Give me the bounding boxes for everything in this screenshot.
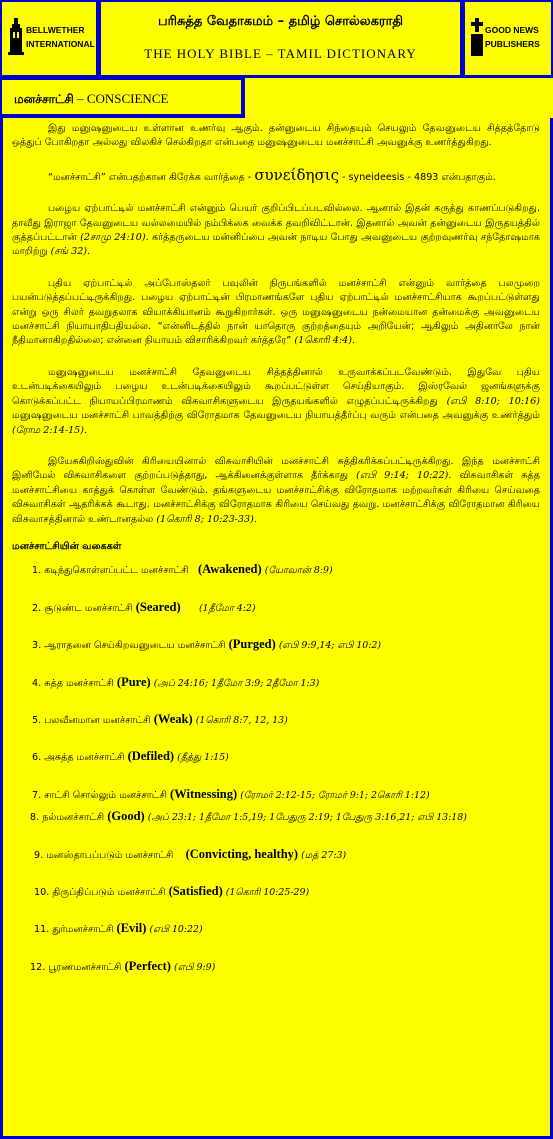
list-item	[12, 884, 540, 900]
clean-ref-2: (1கொரி 8; 10:23-33).	[156, 513, 257, 525]
bellwether-logo	[2, 2, 96, 75]
item-ref: (தீத்து 1:15)	[177, 752, 229, 764]
left-logo-line1: BELLWETHER	[26, 25, 85, 35]
topic-box	[0, 78, 245, 118]
item-ref: (மத் 27:3)	[301, 849, 347, 861]
item-english: (Evil)	[116, 921, 147, 936]
item-tamil: துர்மனச்சாட்சி	[52, 924, 114, 936]
will-ref-2: (ரோம 2:14-15).	[12, 424, 88, 436]
right-logo-line2: PUBLISHERS	[485, 39, 540, 49]
item-english: (Perfect)	[124, 958, 171, 973]
greek-prefix: “மனச்சாட்சி” என்பதற்கான கிரேக்க வார்த்தை -	[48, 171, 255, 183]
paragraph-definition: இது மனுஷனுடைய உள்ளான உணர்வு ஆகும். தன்னுடைய சிந்தையும் செயலும் தேவனுடைய சித்தத்தோடு ஒத்துப் போகிறதா அல்லது விலகிச் செல்கிறதா என்பதை மனுஷனுடைய மனச்சாட்சி அவனுக்கு உணர்த்துகிறது.	[12, 123, 540, 149]
item-tamil: மனஸ்தாபப்படும் மனச்சாட்சி	[46, 849, 174, 861]
list-item	[12, 787, 540, 803]
item-ref: (எபி 9:9,14; எபி 10:2)	[278, 640, 382, 652]
ot-text-b: கர்த்தருடைய மன்னிப்பை அவன் நாடிய போது அவனுடைய குற்றவுணர்வு சந்தோஷமாக மாறிற்று	[12, 232, 540, 258]
topic-english: – CONSCIENCE	[73, 91, 169, 106]
item-tamil: திருப்திப்படும் மனச்சாட்சி	[52, 887, 166, 898]
item-tamil: பூரணமனச்சாட்சி	[48, 961, 122, 973]
title-tamil: பரிசுத்த வேதாகமம் – தமிழ் சொல்லகராதி	[157, 14, 404, 29]
list-item	[12, 675, 540, 691]
item-english: (Satisfied)	[168, 884, 223, 898]
left-logo-line2: INTERNATIONAL	[26, 39, 95, 49]
item-number: 6.	[32, 752, 42, 764]
item-english: (Witnessing)	[170, 786, 238, 801]
will-text-b: மனுஷனுடைய மனச்சாட்சி பாவத்திற்கு விரோதமாக தேவனுடைய நியாயத்தீர்ப்பு வரும் என்பதை அவனுக்கு உணர்த்தும்	[12, 410, 540, 422]
nt-ref: (1கொரி 4:4).	[294, 335, 355, 347]
list-item	[12, 847, 540, 863]
clean-text-a: இயேசுகிறிஸ்துவின் கிரியையினால் விசுவாசியின் மனச்சாட்சி சுத்திகரிக்கப்பட்டிருக்கிறது. இந்த மனச்சாட்சி இனிமேல் விசுவாசிகளை குற்றப்படுத்தாது, ஆக்கினைக்குள்ளாக தீர்க்காது	[12, 455, 540, 482]
item-ref: (எபி 10:22)	[149, 924, 203, 936]
item-english: (Awakened)	[197, 562, 262, 577]
greek-suffix: - syneideesis - 4893 என்பதாகும்.	[338, 171, 496, 183]
right-logo-line1: GOOD NEWS	[485, 25, 539, 35]
list-item	[12, 809, 540, 825]
item-number: 3.	[32, 640, 42, 652]
item-english: (Weak)	[153, 711, 193, 726]
item-english: (Pure)	[116, 674, 151, 689]
good-news-logo	[465, 2, 551, 75]
types-heading: மனச்சாட்சியின் வகைகள்	[12, 540, 122, 552]
item-number: 10.	[34, 887, 50, 898]
clean-text-b: விசுவாசிகள் சுத்த மனச்சாட்சியை காத்துக் கொள்ள வேண்டும். தங்களுடைய மனச்சாட்சிக்கு விரோதமாக மற்றவர்கள் கிரியை செய்வதை விசுவாசிகள் ஆதரிக்கக் கூடாது. மனச்சாட்சிக்கு விரோதமாக கிரியை செய்வது தவறு. மனச்சாட்சிக்கு விரோதமான கிரியை விசுவாசத்தினால் உண்டானதல்ல	[12, 470, 541, 525]
header-bar	[0, 0, 553, 78]
item-number: 9.	[34, 849, 44, 861]
item-number: 12.	[30, 961, 46, 973]
item-number: 1.	[32, 565, 42, 577]
greek-word: συνείδησις	[254, 165, 339, 184]
item-tamil: ஆராதனை செய்கிறவனுடைய மனச்சாட்சி	[44, 640, 226, 652]
article-body	[12, 122, 540, 996]
paragraph-cleansed	[12, 455, 540, 527]
item-tamil: பலவீனமான மனச்சாட்சி	[44, 714, 151, 726]
item-number: 8.	[30, 812, 40, 824]
item-tamil: அசுத்த மனச்சாட்சி	[44, 752, 125, 764]
list-item	[12, 637, 540, 653]
list-item	[12, 600, 540, 616]
item-ref: (யோவான் 8:9)	[264, 565, 333, 577]
will-ref-1: (எபி 8:10; 10:16)	[446, 395, 540, 407]
title-english: THE HOLY BIBLE – TAMIL DICTIONARY	[144, 46, 417, 61]
item-english: (Defiled)	[127, 749, 175, 764]
item-number: 4.	[32, 677, 42, 689]
paragraph-old-testament	[12, 202, 540, 260]
item-tamil: சுத்த மனச்சாட்சி	[44, 677, 114, 689]
item-english: (Seared)	[135, 599, 181, 614]
list-item	[12, 959, 540, 975]
topic-heading	[14, 91, 168, 108]
paragraph-new-testament	[12, 277, 540, 349]
item-number: 7.	[32, 789, 42, 801]
item-ref: (அப் 23:1; 1தீமோ 1:5,19; 1பேதுரு 2:19; 1பேதுரு 3:16,21; எபி 13:18)	[147, 812, 467, 824]
item-english: (Convicting, healthy)	[185, 846, 299, 861]
paragraph-greek	[12, 165, 540, 185]
item-number: 5.	[32, 714, 42, 726]
building-icon	[8, 16, 24, 56]
item-ref: (அப் 24:16; 1தீமோ 3:9; 2தீமோ 1:3)	[153, 677, 320, 689]
item-ref: (எபி 9:9)	[174, 961, 216, 973]
item-ref: (1கொரி 10:25-29)	[225, 887, 310, 898]
book-icon	[470, 18, 484, 58]
types-list	[12, 562, 540, 975]
item-tamil: சூடுண்ட மனச்சாட்சி	[44, 602, 133, 614]
item-english: (Good)	[107, 809, 145, 824]
item-ref: (ரோமர் 2:12-15; ரோமர் 9:1; 2கொரி 1:12)	[240, 789, 430, 801]
item-tamil: நல்மனச்சாட்சி	[42, 812, 105, 824]
list-item	[12, 749, 540, 765]
list-item	[12, 921, 540, 937]
nt-text: புதிய ஏற்பாட்டில் அப்போஸ்தலர் பவுலின் நிருபங்களில் மனச்சாட்சி என்னும் வார்த்தை பலமுறை பயன்படுத்தப்பட்டிருக்கிறது. பழைய ஏற்பாட்டின் பிரமாணங்களே புதிய ஏற்பாட்டில் மனச்சாட்சியாக கூறப்பட்டுள்ளது என்று ஒரு சிலர் தவறுதலாக வியாக்கியானம் கூறுகிறார்கள். ஒரு மனுஷனுடைய நன்மையான தன்மைக்கு அவனுடைய மனச்சாட்சி நியாயாதிபதியல்ல. “என்னிடத்தில் நான் யாதொரு குற்றத்தையும் அறியேன்; ஆகிலும் அதினாலே நான் நீதிமானாகிறதில்லை; என்னை நியாயம் விசாரிக்கிறவர் கர்த்தரே”	[12, 277, 540, 347]
list-item	[12, 712, 540, 728]
item-ref: (1தீமோ 4:2)	[198, 602, 256, 614]
ot-text-a: பழைய ஏற்பாட்டில் மனச்சாட்சி என்னும் பெயர் குறிப்பிடப்படவில்லை. ஆனால் இதன் கருத்து காணப்படுகிறது. தாவீது இராஜா தேவனுடைய வல்லமையில் நம்பிக்கை வைக்க தவறிவிட்டான். இதனால் அவன் தன்னுடைய இருதயத்தில் குத்தப்பட்டான்	[12, 203, 540, 244]
will-text-a: மனுஷனுடைய மனச்சாட்சி தேவனுடைய சித்தத்தினால் உருவாக்கப்படவேண்டும். இதுவே புதிய உடன்படிக்கையிலும் பழைய உடன்படிக்கையிலும் கூறப்பட்டுள்ள செய்தியாகும். இஸ்ரவேல் ஜனங்களுக்கு கொடுக்கப்பட்ட நியாயப்பிரமாணம் விசுவாசிகளுடைய இருதயங்களில் எழுதப்பட்டிருக்கிறது	[12, 366, 540, 407]
list-item	[12, 562, 540, 578]
item-number: 2.	[32, 602, 42, 614]
topic-tamil: மனச்சாட்சி	[14, 92, 74, 106]
title-panel	[101, 2, 460, 75]
paragraph-will-of-god	[12, 366, 540, 438]
clean-ref-1: (எபி 9:14; 10:22).	[356, 470, 452, 482]
item-number: 11.	[34, 924, 50, 936]
item-tamil: சாட்சி சொல்லும் மனச்சாட்சி	[44, 789, 167, 801]
item-ref: (1கொரி 8:7, 12, 13)	[195, 714, 288, 726]
ot-ref-1: (2சாமு 24:10).	[80, 232, 149, 244]
ot-ref-2: (சங் 32).	[50, 246, 91, 258]
item-english: (Purged)	[228, 637, 276, 652]
item-tamil: கடிந்துகொள்ளப்பட்ட மனச்சாட்சி	[44, 565, 189, 577]
